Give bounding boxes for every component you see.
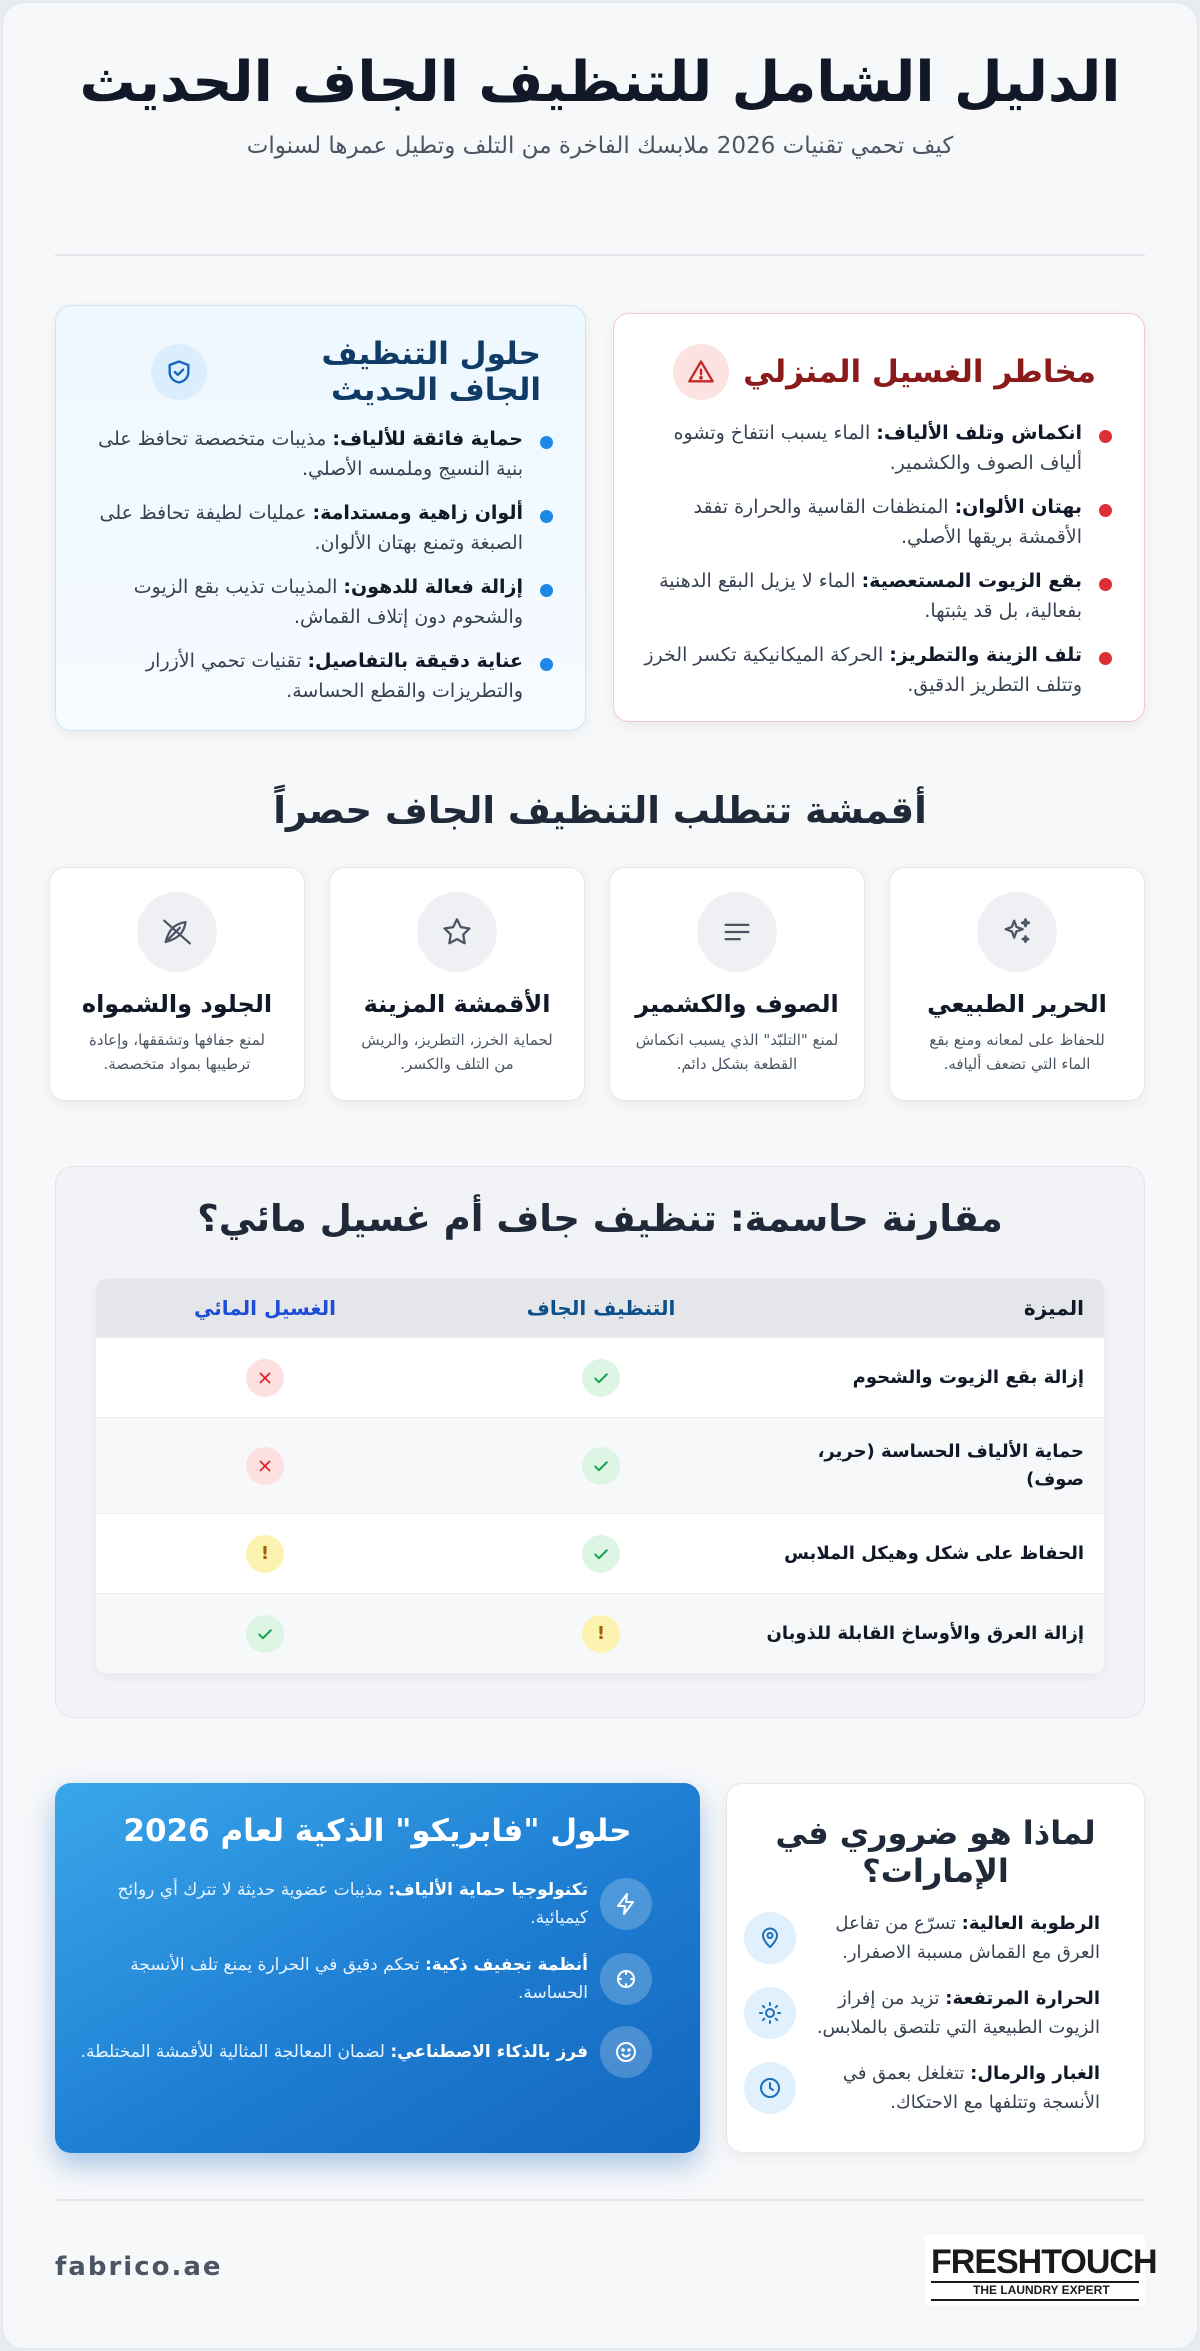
list-item: إزالة فعالة للدهون: المذيبات تذيب بقع الزيوت والشحوم دون إتلاف القماش. [85,572,555,632]
star-icon [417,892,497,972]
list-item: تلف الزينة والتطريز: الحركة الميكانيكية تكسر الخرز وتتلف التطريز الدقيق. [644,640,1114,700]
fabric-card-leather [49,867,305,1101]
warning-icon: ! [246,1535,284,1573]
fabrics-title: أقمشة تتطلب التنظيف الجاف حصراً [273,789,927,832]
fabrico-item [78,2026,652,2078]
fabrico-text: تكنولوجيا حماية الألياف: مذيبات عضوية حديثة لا تترك أي روائح كيميائية. [117,1880,588,1928]
fabrico-item [78,1951,652,2007]
check-icon [246,1615,284,1653]
fabrico-item [78,1876,652,1932]
warning-icon [673,344,729,400]
page-title: الدليل الشامل للتنظيف الجاف الحديث [79,50,1121,115]
divider [55,254,1145,256]
clock-icon [744,2062,796,2114]
fabrico-text: أنظمة تجفيف ذكية: تحكم دقيق في الحرارة يمنع تلف الأنسجة الحساسة. [130,1955,588,2003]
fabric-card-silk [889,867,1145,1101]
list-item: بهتان الألوان: المنظفات القاسية والحرارة تفقد الأقمشة بريقها الأصلي. [644,492,1114,552]
table-row [96,1514,1104,1594]
check-icon [582,1447,620,1485]
freshtouch-logo [925,2235,1157,2305]
table-row [96,1418,1104,1514]
why-uae-card [726,1783,1145,2153]
logo-wordmark: FRESHTOUCH [931,2243,1157,2281]
fabric-title: الصوف والكشمير [635,990,839,1018]
why-item [744,2059,1100,2117]
page-subtitle: كيف تحمي تقنيات 2026 ملابسك الفاخرة من التلف وتطيل عمرها لسنوات [246,133,954,159]
solutions-list [85,424,555,720]
infographic-page [2,2,1198,2349]
water-cell [96,1615,438,1653]
header-feature: الميزة [1023,1296,1084,1320]
check-icon [582,1535,620,1573]
x-icon [246,1359,284,1397]
header-water: الغسيل المائي [194,1296,337,1320]
logo-tagline: THE LAUNDRY EXPERT [973,2283,1110,2297]
list-item: انكماش وتلف الألياف: الماء يسبب انتفاخ وتشوه ألياف الصوف والكشمير. [644,418,1114,478]
why-item [744,1984,1100,2042]
risks-header [673,344,1096,400]
risks-list [644,418,1114,714]
divider [55,2199,1145,2201]
fabric-desc: لمنع جفافها وتشققها، وإعادة ترطيبها بمواد متخصصة. [89,1031,265,1073]
table-row [96,1338,1104,1418]
dry-cell [438,1535,764,1573]
why-item [744,1909,1100,1967]
water-cell [96,1447,438,1485]
dry-cell [438,1447,764,1485]
fabrico-title: حلول "فابريكو" الذكية لعام 2026 [123,1813,632,1849]
x-icon [246,1447,284,1485]
feature-cell: إزالة بقع الزيوت والشحوم [852,1366,1084,1388]
hero [55,51,1145,159]
list-item: ألوان زاهية ومستدامة: عمليات لطيفة تحافظ على الصبغة وتمنع بهتان الألوان. [85,498,555,558]
sparkles-icon [977,892,1057,972]
risks-title: مخاطر الغسيل المنزلي [743,354,1096,390]
why-text: الحرارة المرتفعة: تزيد من إفراز الزيوت الطبيعية التي تلتصق بالملابس. [816,1988,1100,2038]
water-cell [96,1535,438,1573]
fabric-desc: لمنع "التلبّد" الذي يسبب انكماش القطعة بشكل دائم. [635,1031,839,1073]
solutions-card [55,305,586,731]
why-text: الرطوبة العالية: تسرّع من تفاعل العرق مع القماش مسببة الاصفرار. [835,1913,1100,1963]
table-header-row [96,1279,1104,1338]
sun-icon [744,1987,796,2039]
comparison-title: مقارنة حاسمة: تنظيف جاف أم غسيل مائي؟ [197,1197,1003,1240]
feature-cell: الحفاظ على شكل وهيكل الملابس [784,1542,1084,1564]
fabric-card-embellished [329,867,585,1101]
list-item: بقع الزيوت المستعصية: الماء لا يزيل البقع الدهنية بفعالية، بل قد يثبتها. [644,566,1114,626]
list-item: حماية فائقة للألياف: مذيبات متخصصة تحافظ على بنية النسيج وملمسه الأصلي. [85,424,555,484]
comparison-section [55,1166,1145,1718]
circle-gauge-icon [600,1953,652,2005]
header-dry: التنظيف الجاف [526,1296,676,1320]
table-row [96,1594,1104,1674]
fabric-card-wool [609,867,865,1101]
comparison-table [96,1279,1104,1674]
dry-cell [438,1359,764,1397]
map-pin-icon [744,1912,796,1964]
fabric-title: الأقمشة المزينة [363,990,551,1018]
water-cell [96,1359,438,1397]
feature-cell: حماية الألياف الحساسة (حرير، صوف) [817,1440,1084,1490]
shield-check-icon [151,344,207,400]
fabric-desc: للحفاظ على لمعانه ومنع بقع الماء التي تضعف أليافه. [929,1031,1105,1073]
fabric-title: الجلود والشمواه [81,990,273,1018]
fabric-title: الحرير الطبيعي [927,990,1107,1018]
risks-card [613,313,1145,722]
leather-icon [137,892,217,972]
logo-rule [931,2299,1139,2301]
solutions-header [151,336,541,408]
why-title: لماذا هو ضروري في الإمارات؟ [775,1814,1096,1890]
feature-cell: إزالة العرق والأوساخ القابلة للذوبان [766,1622,1084,1644]
warning-icon: ! [582,1615,620,1653]
bolt-icon [600,1878,652,1930]
list-item: عناية دقيقة بالتفاصيل: تقنيات تحمي الأزرار والتطريزات والقطع الحساسة. [85,646,555,706]
solutions-title: حلول التنظيف الجاف الحديث [321,336,541,408]
check-icon [582,1359,620,1397]
fabrico-card [55,1783,700,2153]
smile-icon [600,2026,652,2078]
why-text: الغبار والرمال: تتغلغل بعمق في الأنسجة وتتلفها مع الاحتكاك. [842,2063,1100,2113]
fabrico-text: فرز بالذكاء الاصطناعي: لضمان المعالجة المثالية للأقمشة المختلطة. [80,2042,588,2062]
dry-cell [438,1615,764,1653]
fabric-desc: لحماية الخرز، التطريز، والريش من التلف والكسر. [361,1031,553,1073]
lines-icon [697,892,777,972]
footer-brand-link[interactable]: fabrico.ae [55,2252,223,2282]
